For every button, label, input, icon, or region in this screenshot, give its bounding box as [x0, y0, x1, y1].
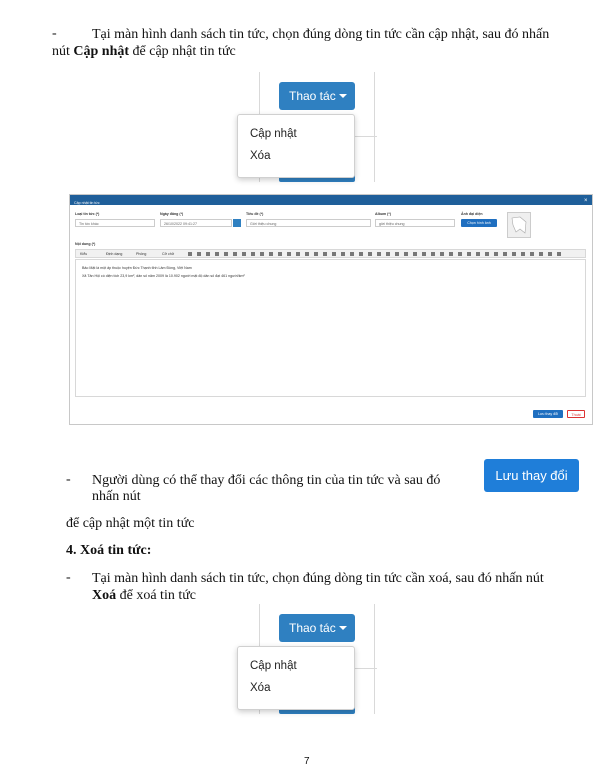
save-line-2: nhấn nút [92, 489, 141, 504]
page-number: 7 [304, 756, 310, 767]
bullet-dash: - [52, 26, 57, 41]
save-changes-label: Lưu thay đổi [495, 468, 568, 483]
action-dropdown-snippet [237, 72, 377, 182]
toolbar-icons[interactable] [188, 252, 584, 257]
calendar-icon[interactable] [233, 219, 241, 227]
actions-button-label: Thao tác [289, 621, 336, 635]
table-gridline [374, 72, 375, 182]
intro-line-2-pre: nút [52, 44, 74, 59]
menu-item-update[interactable]: Cập nhật [250, 128, 297, 140]
album-value: giới thiệu chung [379, 221, 405, 226]
modal-cancel-label: Thoát [571, 413, 581, 417]
date-value: 26/10/2022 09:41:27 [164, 221, 197, 226]
delete-line-2 [92, 587, 196, 605]
section-heading-delete: 4. Xoá tin tức: [66, 543, 152, 558]
toolbar-style-select[interactable]: Kiểu [80, 251, 88, 256]
toolbar-font-select[interactable]: Phông [136, 251, 147, 256]
label-date: Ngày đăng (*) [160, 212, 184, 216]
actions-button[interactable] [279, 614, 355, 642]
save-line-1: Người dùng có thể thay đổi các thông tin của tin tức và sau đó [92, 473, 441, 488]
category-value: Tin tức khác [79, 221, 99, 226]
table-gridline [374, 604, 375, 714]
editor-text-line-2: Xã Tân Hội có diện tích 23,9 km², dân số năm 2009 là 10.902 người mật độ dân số đạt 461 người/km² [82, 274, 245, 278]
thumbnail-image [507, 212, 531, 238]
title-field[interactable] [246, 219, 371, 227]
category-select[interactable] [75, 219, 155, 227]
label-category: Loại tin tức (*) [75, 212, 100, 216]
delete-line-1: Tại màn hình danh sách tin tức, chọn đúng dòng tin tức cần xoá, sau đó nhấn nút [92, 571, 544, 586]
update-news-modal [69, 194, 593, 425]
label-title: Tiêu đề (*) [246, 212, 264, 216]
map-thumbnail-icon [508, 213, 530, 237]
table-gridline [355, 668, 377, 669]
toolbar-size-select[interactable]: Cỡ chữ [162, 251, 175, 256]
date-field[interactable] [160, 219, 232, 227]
actions-button[interactable] [279, 82, 355, 110]
editor-text-line-1: Bảo Mật là một ấp thuộc huyện Đức Thạnh tỉnh Lâm Đồng, Việt Nam [82, 266, 192, 270]
content-editor[interactable] [75, 259, 586, 397]
delete-bold-text: Xoá [92, 588, 117, 603]
save-changes-button[interactable] [484, 459, 579, 492]
actions-button-label: Thao tác [289, 89, 336, 103]
save-line-3: để cập nhật một tin tức [66, 516, 195, 531]
title-value: Giới thiệu chung [250, 221, 277, 226]
label-content: Nội dung (*) [75, 242, 96, 246]
modal-title: Cập nhật tin tức [74, 201, 100, 205]
label-image: Ảnh đại diện [461, 212, 483, 216]
intro-line-1: Tại màn hình danh sách tin tức, chọn đúng dòng tin tức cần cập nhật, sau đó nhấn [92, 27, 550, 42]
modal-cancel-button[interactable] [567, 410, 585, 418]
delete-line-2-post: để xoá tin tức [116, 588, 197, 603]
menu-item-delete[interactable]: Xóa [250, 150, 271, 162]
update-bold-text: Cập nhật [73, 44, 130, 59]
menu-item-update[interactable]: Cập nhật [250, 660, 297, 672]
menu-item-delete[interactable]: Xóa [250, 682, 271, 694]
actions-menu [237, 646, 355, 710]
close-icon[interactable]: × [584, 198, 588, 204]
caret-down-icon [339, 626, 347, 630]
action-dropdown-snippet-2 [237, 604, 377, 714]
caret-down-icon [339, 94, 347, 98]
toolbar-format-select[interactable]: Định dạng [106, 251, 123, 256]
actions-menu [237, 114, 355, 178]
choose-image-button[interactable] [461, 219, 497, 227]
bullet-dash: - [66, 570, 71, 585]
album-field[interactable] [375, 219, 455, 227]
label-album: Album (*) [375, 212, 391, 216]
modal-save-label: Lưu thay đổi [538, 412, 558, 416]
modal-save-button[interactable] [533, 410, 563, 418]
table-gridline [355, 136, 377, 137]
bullet-dash: - [66, 472, 71, 487]
intro-line-2 [52, 43, 236, 61]
modal-header [70, 195, 592, 205]
intro-line-2-post: để cập nhật tin tức [129, 44, 236, 59]
editor-toolbar [75, 249, 586, 258]
choose-image-label: Chọn hình ảnh [467, 221, 491, 225]
